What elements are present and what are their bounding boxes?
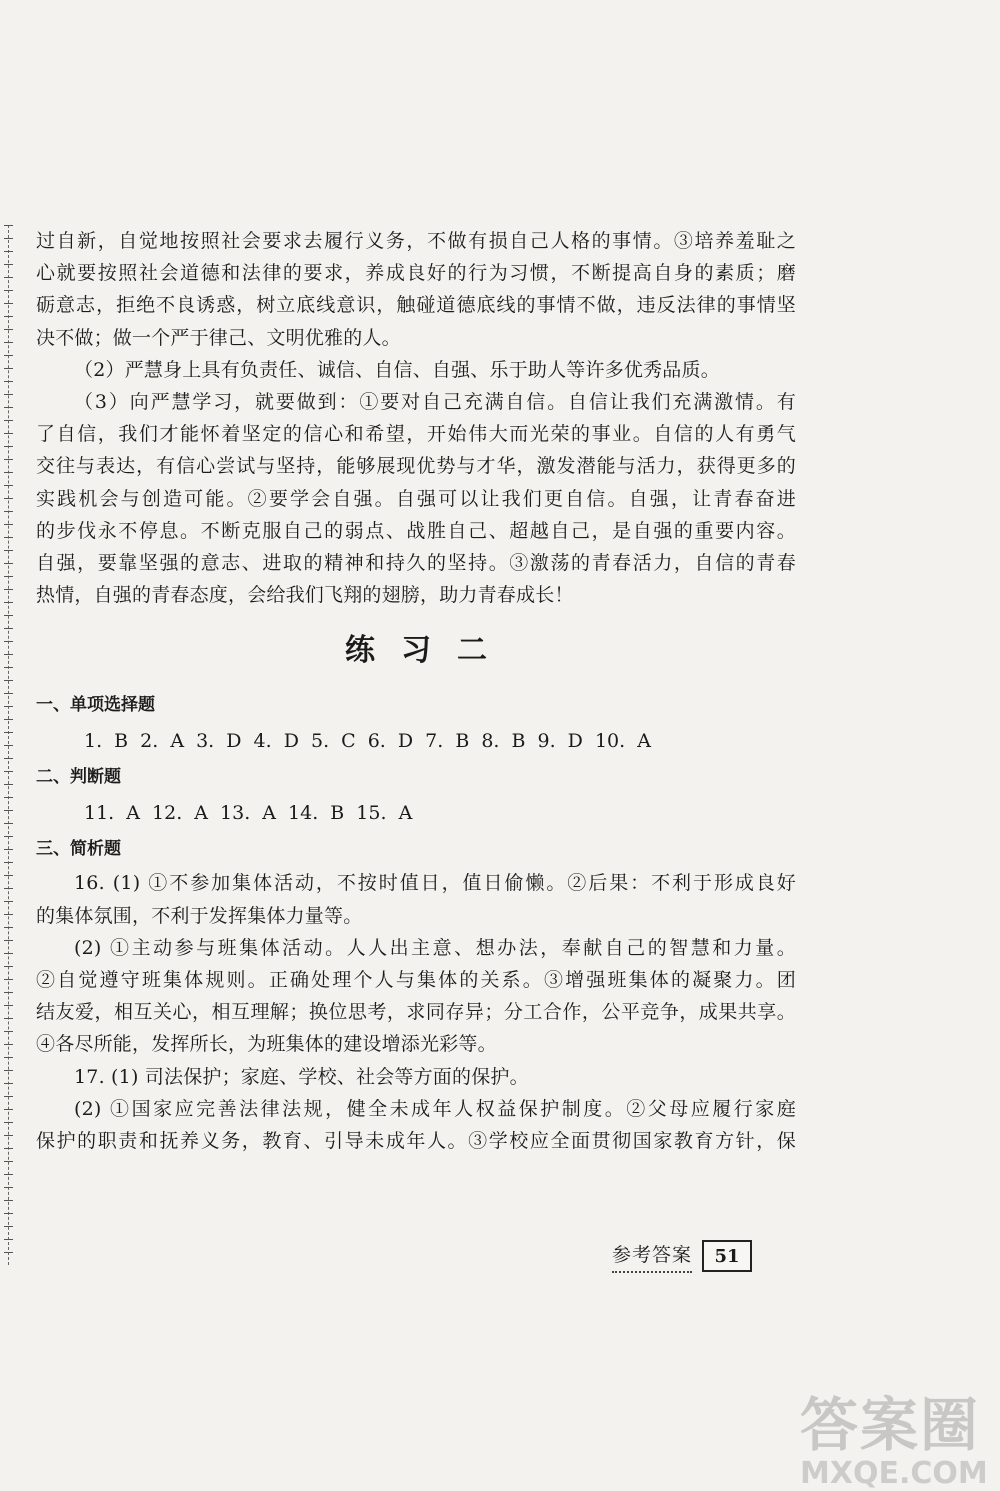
binding-tick (4, 316, 13, 317)
binding-tick (4, 992, 13, 993)
binding-tick (4, 615, 13, 616)
binding-tick (4, 264, 13, 265)
binding-tick (4, 576, 13, 577)
binding-tick (4, 784, 13, 785)
binding-tick (4, 862, 13, 863)
binding-tick (4, 537, 13, 538)
binding-tick (4, 251, 13, 252)
answer-q2: （2）严慧身上具有负责任、诚信、自信、自强、乐于助人等许多优秀品质。 (74, 358, 720, 381)
binding-tick (4, 1122, 13, 1123)
answer-q17-2 (36, 1093, 796, 1157)
binding-tick (4, 1148, 13, 1149)
binding-tick (4, 927, 13, 928)
text-line: 保护的职责和抚养义务，教育、引导未成年人。③学校应全面贯彻国家教育方针，保 (36, 1130, 796, 1153)
section-heading-short-answer: 三、简析题 (36, 839, 121, 860)
text-line: 了自信，我们才能怀着坚定的信心和希望，开始伟大而光荣的事业。自信的人有勇气 (36, 423, 796, 446)
binding-tick (4, 1252, 13, 1253)
binding-tick (4, 225, 13, 226)
text-line: (2) ①主动参与班集体活动。人人出主意、想办法，奉献自己的智慧和力量。 (74, 936, 796, 959)
binding-tick (4, 498, 13, 499)
binding-tick (4, 511, 13, 512)
binding-tick (4, 745, 13, 746)
binding-tick (4, 1044, 13, 1045)
binding-tick (4, 1109, 13, 1110)
binding-tick (4, 1018, 13, 1019)
binding-tick (4, 875, 13, 876)
binding-tick (4, 628, 13, 629)
text-line: 的步伐永不停息。不断克服自己的弱点、战胜自己、超越自己，是自强的重要内容。 (36, 519, 796, 542)
binding-tick (4, 1083, 13, 1084)
binding-tick (4, 1005, 13, 1006)
binding-tick (4, 693, 13, 694)
binding-tick (4, 524, 13, 525)
answer-list-single-choice: 1. B 2. A 3. D 4. D 5. C 6. D 7. B 8. B 9. D 10. A (84, 730, 651, 753)
binding-tick (4, 849, 13, 850)
binding-tick (4, 1187, 13, 1188)
binding-tick (4, 589, 13, 590)
binding-tick (4, 1161, 13, 1162)
binding-tick (4, 1213, 13, 1214)
answer-q3 (36, 386, 796, 611)
binding-tick (4, 1057, 13, 1058)
binding-tick (4, 1135, 13, 1136)
binding-tick (4, 1200, 13, 1201)
binding-tick (4, 979, 13, 980)
binding-tick (4, 459, 13, 460)
binding-tick (4, 771, 13, 772)
watermark-text-cn: 答案圈 (800, 1391, 981, 1459)
exercise-title: 练习二 (345, 633, 513, 669)
binding-tick (4, 485, 13, 486)
answer-q17-1: 17. (1) 司法保护；家庭、学校、社会等方面的保护。 (74, 1065, 529, 1088)
answer-list-judgment: 11. A 12. A 13. A 14. B 15. A (84, 802, 413, 825)
binding-tick (4, 303, 13, 304)
text-line: 心就要按照社会道德和法律的要求，养成良好的行为习惯，不断提高自身的素质；磨 (36, 262, 796, 285)
binding-tick (4, 602, 13, 603)
watermark-logo (800, 1378, 990, 1491)
answer-q16-2 (36, 932, 796, 1061)
answer-q16-1 (36, 867, 796, 931)
binding-tick (4, 277, 13, 278)
binding-tick (4, 836, 13, 837)
binding-tick (4, 797, 13, 798)
binding-tick (4, 381, 13, 382)
binding-tick (4, 342, 13, 343)
binding-tick (4, 1174, 13, 1175)
binding-margin (8, 225, 19, 1265)
page-number: 51 (702, 1240, 752, 1272)
binding-tick (4, 1096, 13, 1097)
text-line: ④各尽所能，发挥所长，为班集体的建设增添光彩等。 (36, 1033, 497, 1056)
binding-tick (4, 888, 13, 889)
section-heading-single-choice: 一、单项选择题 (36, 695, 155, 716)
text-line: ②自觉遵守班集体规则。正确处理个人与集体的关系。③增强班集体的凝聚力。团 (36, 969, 796, 992)
binding-tick (4, 667, 13, 668)
binding-tick (4, 823, 13, 824)
passage-continuation (36, 225, 796, 354)
binding-tick (4, 719, 13, 720)
text-line: 自强，要靠坚强的意志、进取的精神和持久的坚持。③激荡的青春活力，自信的青春 (36, 552, 796, 575)
text-line: 结友爱，相互关心，相互理解；换位思考，求同存异；分工合作，公平竞争，成果共享。 (36, 1001, 796, 1024)
binding-tick (4, 953, 13, 954)
text-line: 的集体氛围，不利于发挥集体力量等。 (36, 904, 363, 927)
binding-tick (4, 563, 13, 564)
binding-tick (4, 550, 13, 551)
binding-tick (4, 901, 13, 902)
text-line: （3）向严慧学习，就要做到：①要对自己充满自信。自信让我们充满激情。有 (74, 391, 796, 414)
binding-tick (4, 1070, 13, 1071)
binding-tick (4, 472, 13, 473)
binding-tick (4, 680, 13, 681)
binding-tick (4, 706, 13, 707)
binding-tick (4, 420, 13, 421)
text-line: 过自新，自觉地按照社会要求去履行义务，不做有损自己人格的事情。③培养羞耻之 (36, 230, 796, 252)
section-heading-judgment: 二、判断题 (36, 767, 121, 788)
text-line: 决不做；做一个严于律己、文明优雅的人。 (36, 326, 401, 349)
text-line: 热情，自强的青春态度，会给我们飞翔的翅膀，助力青春成长！ (36, 584, 574, 607)
binding-tick (4, 810, 13, 811)
text-line: 16. (1) ①不参加集体活动，不按时值日，值日偷懒。②后果：不利于形成良好 (74, 872, 796, 895)
binding-tick (4, 758, 13, 759)
binding-tick (4, 433, 13, 434)
text-line: 交往与表达，有信心尝试与坚持，能够展现优势与才华，激发潜能与活力，获得更多的 (36, 455, 796, 478)
binding-tick (4, 641, 13, 642)
page-content (36, 225, 796, 1157)
binding-tick (4, 1226, 13, 1227)
binding-tick (4, 732, 13, 733)
page-footer (612, 1236, 752, 1276)
binding-tick (4, 654, 13, 655)
binding-tick (4, 914, 13, 915)
text-line: (2) ①国家应完善法律法规，健全未成年人权益保护制度。②父母应履行家庭 (74, 1097, 796, 1120)
binding-tick (4, 966, 13, 967)
binding-tick (4, 290, 13, 291)
binding-tick (4, 1239, 13, 1240)
binding-tick (4, 368, 13, 369)
binding-tick (4, 1031, 13, 1032)
binding-tick (4, 940, 13, 941)
binding-tick (4, 355, 13, 356)
binding-tick (4, 329, 13, 330)
footer-label: 参考答案 (612, 1240, 692, 1273)
binding-tick (4, 238, 13, 239)
binding-tick (4, 446, 13, 447)
text-line: 砺意志，拒绝不良诱惑，树立底线意识，触碰道德底线的事情不做，违反法律的事情坚 (36, 294, 796, 317)
watermark-text-en: MXQE.COM (800, 1456, 988, 1491)
binding-tick (4, 394, 13, 395)
text-line: 实践机会与创造可能。②要学会自强。自强可以让我们更自信。自强，让青春奋进 (36, 487, 796, 510)
binding-tick (4, 407, 13, 408)
